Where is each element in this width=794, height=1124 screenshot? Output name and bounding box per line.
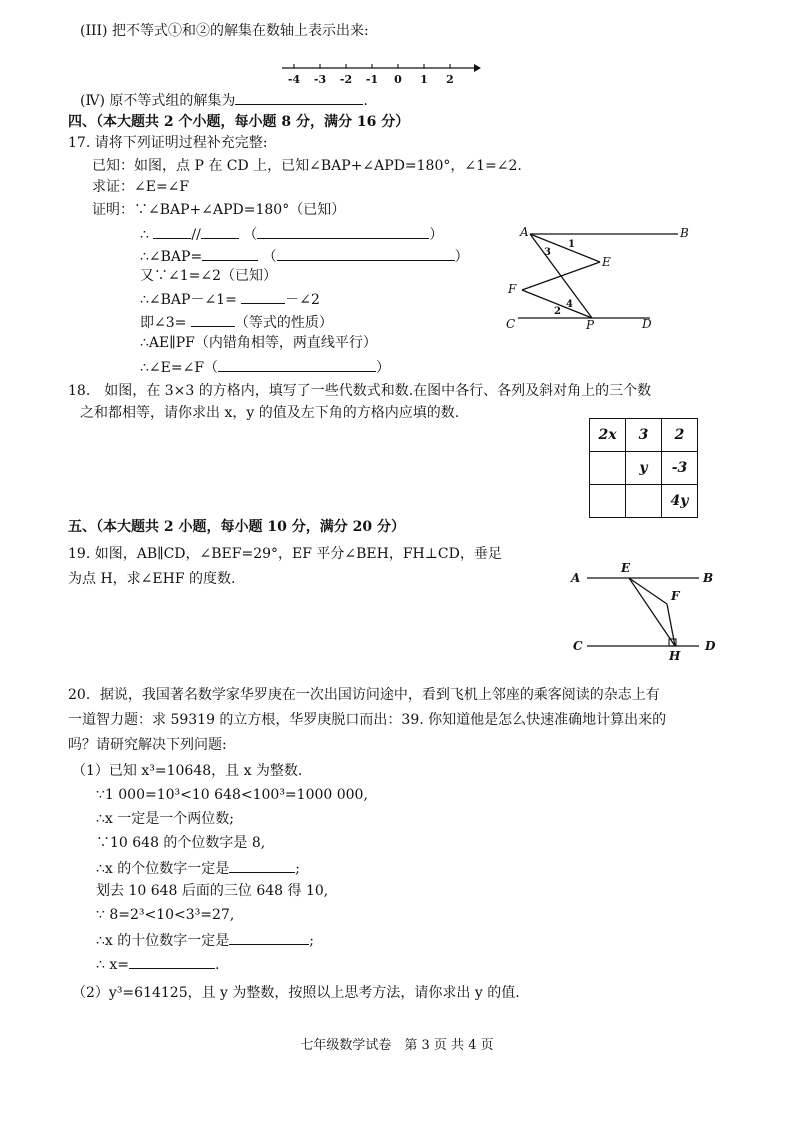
q16-part-iv	[80, 90, 368, 110]
grid-cell[interactable]: 4y	[662, 485, 698, 518]
grid-cell[interactable]	[590, 452, 626, 485]
q20-step: 划去 10 648 后面的三位 648 得 10,	[96, 883, 329, 899]
q17-proof-line4: 又∵∠1=∠2（已知）	[140, 268, 278, 284]
punct: .	[363, 93, 368, 109]
answer-blank[interactable]	[153, 224, 191, 239]
paren: ）	[454, 249, 469, 265]
q17-proof-line5	[140, 289, 320, 309]
section-4-header: 四、（本大题共 2 个小题，每小题 8 分，满分 16 分）	[68, 114, 410, 130]
grid-row	[590, 419, 698, 452]
q20-step	[96, 930, 314, 950]
q17-proof-line3	[140, 246, 469, 266]
grid-cell[interactable]: 3	[626, 419, 662, 452]
section-5-header: 五、（本大题共 2 小题，每小题 10 分，满分 20 分）	[68, 519, 405, 535]
q17-figure-label: F	[508, 282, 517, 296]
paren: （	[262, 249, 277, 265]
q20-step	[96, 858, 300, 878]
q17-figure-label: B	[680, 226, 689, 240]
q16-part-iii: (III) 把不等式①和②的解集在数轴上表示出来:	[80, 23, 369, 39]
number-line-tick-label: -3	[313, 73, 327, 86]
reason-blank[interactable]	[277, 246, 455, 261]
answer-blank[interactable]	[201, 224, 239, 239]
grid-cell-bottom-left[interactable]	[590, 485, 626, 518]
grid-cell[interactable]: 2x	[590, 419, 626, 452]
proof-text: 即∠3=	[140, 315, 187, 331]
number-line	[278, 58, 483, 88]
answer-blank[interactable]	[229, 858, 295, 873]
q20-part1: （1）已知 x³=10648，且 x 为整数.	[72, 763, 303, 779]
proof-text: －∠2	[285, 292, 320, 308]
q18-line2: 之和都相等，请你求出 x，y 的值及左下角的方格内应填的数.	[80, 405, 460, 421]
q20-line2: 一道智力题：求 59319 的立方根，华罗庚脱口而出：39. 你知道他是怎么快速准确地计算出来的	[68, 712, 667, 728]
q20-step	[96, 954, 219, 974]
parallel-sign: //	[191, 227, 201, 243]
proof-text: ∴∠E=∠F（	[140, 360, 219, 376]
q17-proof-line6	[140, 312, 333, 332]
q19-figure-label: E	[621, 561, 631, 575]
q20-step: ∵1 000=10³<10 648<100³=1000 000,	[96, 787, 368, 803]
answer-blank[interactable]	[129, 954, 215, 969]
number-line-tick-label: 0	[394, 73, 402, 86]
q19-figure-label: C	[573, 639, 583, 653]
magic-square-grid	[589, 418, 698, 518]
proof-text: （等式的性质）	[234, 315, 333, 331]
answer-blank[interactable]	[235, 90, 363, 105]
q17-figure-label: 3	[544, 247, 551, 258]
q17-proof-line2	[140, 224, 443, 244]
answer-blank[interactable]	[229, 930, 309, 945]
paren: ）	[376, 360, 391, 376]
q19-figure-label: B	[703, 571, 714, 585]
answer-blank[interactable]	[191, 312, 235, 327]
q17-figure-label: 2	[554, 306, 561, 317]
q19-figure-label: D	[705, 639, 716, 653]
q20-step: ∵10 648 的个位数字是 8,	[96, 835, 266, 851]
q19-line1: 19. 如图，AB∥CD，∠BEF=29°，EF 平分∠BEH，FH⊥CD，垂足	[68, 546, 502, 562]
q17-figure-label: D	[642, 317, 652, 331]
grid-cell[interactable]: -3	[662, 452, 698, 485]
q17-prove: 求证：∠E=∠F	[92, 179, 190, 195]
number-line-tick-label: -2	[339, 73, 353, 86]
q17-given: 已知：如图，点 P 在 CD 上，已知∠BAP+∠APD=180°，∠1=∠2.	[92, 158, 522, 174]
punct: .	[214, 957, 220, 973]
step-text: ∴x 的十位数字一定是	[96, 933, 230, 949]
q19-figure-label: F	[671, 589, 680, 603]
q17-figure-label: 1	[568, 239, 575, 250]
q18-line1: 18. 如图，在 3×3 的方格内，填写了一些代数式和数.在图中各行、各列及斜对角上的三个数	[68, 383, 652, 399]
q20-line3: 吗？请研究解决下列问题:	[68, 737, 227, 753]
q17-figure-label: P	[586, 318, 595, 332]
q17-figure-label: C	[506, 317, 516, 331]
q17-figure	[500, 222, 700, 334]
paren: ）	[429, 227, 444, 243]
q16-iv-text: (Ⅳ) 原不等式组的解集为	[80, 93, 236, 109]
grid-cell[interactable]	[626, 485, 662, 518]
q19-figure-label: A	[571, 571, 581, 585]
answer-blank[interactable]	[241, 289, 285, 304]
q17-proof-line8	[140, 357, 390, 377]
q17-figure-label: A	[520, 225, 529, 239]
paren: （	[243, 227, 258, 243]
punct: ;	[295, 861, 300, 877]
number-line-tick-label: -1	[365, 73, 379, 86]
grid-cell[interactable]: y	[626, 452, 662, 485]
punct: ;	[309, 933, 314, 949]
q20-line1: 20．据说，我国著名数学家华罗庚在一次出国访问途中，看到飞机上邻座的乘客阅读的杂志上有	[68, 687, 660, 703]
reason-blank[interactable]	[257, 224, 429, 239]
q19-line2: 为点 H，求∠EHF 的度数.	[68, 571, 236, 587]
q17-proof-line7: ∴AE∥PF（内错角相等，两直线平行）	[140, 335, 377, 351]
page-footer: 七年级数学试卷 第 3 页 共 4 页	[300, 1038, 494, 1053]
grid-row	[590, 452, 698, 485]
q17-figure-label: E	[602, 255, 611, 269]
reason-blank[interactable]	[218, 357, 376, 372]
q17-proof-line1: 证明：∵∠BAP+∠APD=180°（已知）	[92, 202, 346, 218]
number-line-tick-label: 1	[420, 73, 428, 86]
proof-text: ∴∠BAP－∠1=	[140, 292, 237, 308]
q20-step: ∴x 一定是一个两位数;	[96, 811, 234, 827]
q19-figure	[565, 560, 725, 666]
q20-step: ∵ 8=2³<10<3³=27,	[96, 907, 235, 923]
step-text: ∴x 的个位数字一定是	[96, 861, 230, 877]
q17-title: 17. 请将下列证明过程补充完整:	[68, 135, 268, 151]
q17-figure-label: 4	[566, 299, 573, 310]
therefore: ∴	[140, 227, 149, 243]
q20-part2: （2）y³=614125，且 y 为整数，按照以上思考方法，请你求出 y 的值.	[72, 985, 520, 1001]
grid-cell[interactable]: 2	[662, 419, 698, 452]
q19-figure-label: H	[669, 649, 681, 663]
number-line-tick-label: -4	[287, 73, 301, 86]
grid-row	[590, 485, 698, 518]
step-text: ∴ x=	[96, 957, 129, 973]
proof-text: ∴∠BAP=	[140, 249, 203, 265]
number-line-tick-label: 2	[446, 73, 454, 86]
answer-blank[interactable]	[202, 246, 258, 261]
